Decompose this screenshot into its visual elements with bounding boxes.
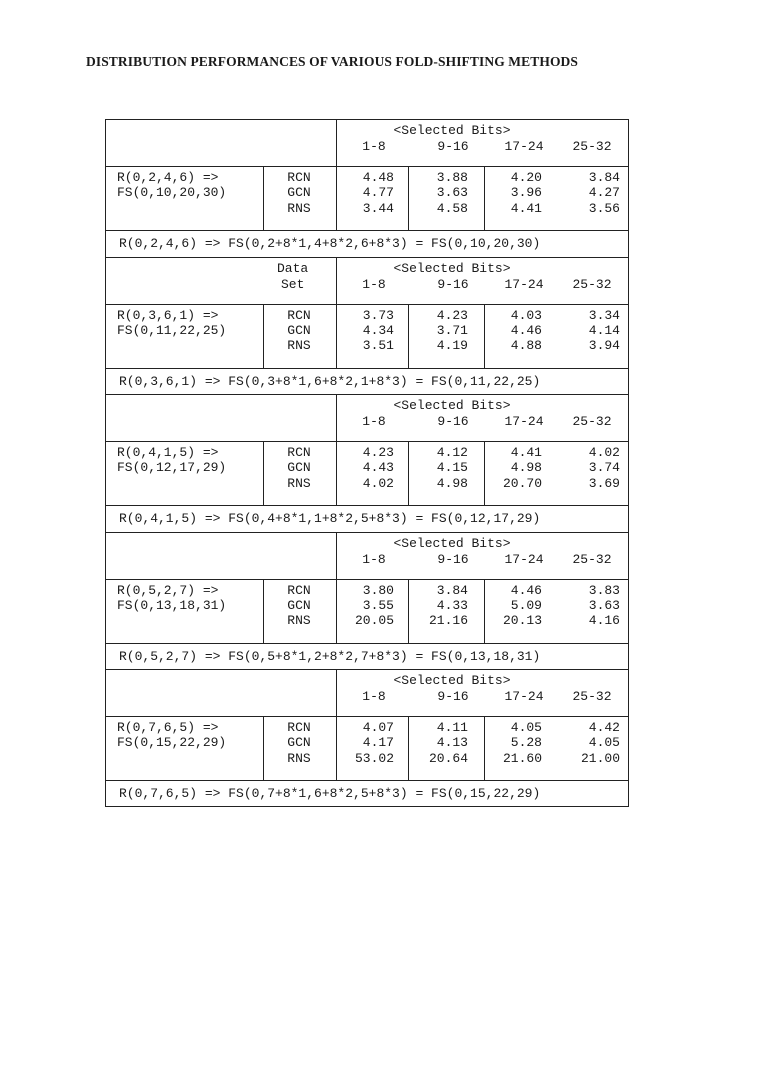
table-cell-value: 4.12	[436, 445, 468, 460]
selected-bits-label: <Selected Bits>	[393, 260, 511, 276]
table-cell-value: 3.69	[588, 475, 620, 491]
horizontal-rule	[106, 532, 628, 533]
horizontal-rule	[106, 230, 628, 231]
table-cell-value: 4.11	[436, 720, 468, 735]
fold-shift-label: FS(0,11,22,25)	[117, 322, 227, 338]
bit-range-header: 1-8	[362, 276, 386, 292]
bit-range-header: 1-8	[362, 689, 386, 704]
table-cell-value: 4.34	[362, 322, 394, 338]
table-cell-value: 3.63	[436, 185, 468, 201]
table-cell-value: 3.74	[588, 460, 620, 476]
horizontal-rule	[106, 643, 628, 644]
table-cell-value: 4.16	[588, 613, 620, 629]
horizontal-rule	[106, 394, 628, 395]
bit-range-header: 25-32	[572, 414, 612, 429]
method-label: GCN	[287, 460, 311, 476]
fold-shift-label: FS(0,15,22,29)	[117, 735, 227, 750]
table-cell-value: 4.58	[436, 200, 468, 216]
method-label: RNS	[287, 750, 311, 766]
horizontal-rule	[106, 368, 628, 369]
table-cell-value: 53.02	[354, 750, 394, 766]
table-cell-value: 3.83	[588, 582, 620, 598]
bit-range-header: 25-32	[572, 139, 612, 154]
data-set-label: Data	[277, 260, 309, 276]
method-label: GCN	[287, 185, 311, 201]
rotation-label: R(0,2,4,6) =>	[117, 170, 219, 185]
method-label: RNS	[287, 200, 311, 216]
table-cell-value: 4.02	[588, 445, 620, 460]
table-cell-value: 4.48	[362, 170, 394, 185]
horizontal-rule	[106, 579, 628, 580]
page-title: DISTRIBUTION PERFORMANCES OF VARIOUS FOLD-SHIFTING METHODS	[86, 54, 578, 69]
table-cell-value: 5.09	[510, 597, 542, 613]
selected-bits-label: <Selected Bits>	[393, 535, 511, 551]
vertical-rule	[263, 166, 264, 230]
horizontal-rule	[106, 257, 628, 258]
table-cell-value: 4.07	[362, 720, 394, 735]
vertical-rule	[263, 441, 264, 505]
table-cell-value: 21.60	[502, 750, 542, 766]
table-cell-value: 4.14	[588, 322, 620, 338]
method-label: RCN	[287, 720, 311, 735]
method-label: RCN	[287, 445, 311, 460]
table-cell-value: 3.88	[436, 170, 468, 185]
table-cell-value: 4.77	[362, 185, 394, 201]
bit-range-header: 17-24	[504, 689, 544, 704]
horizontal-rule	[106, 505, 628, 506]
bit-range-header: 25-32	[572, 551, 612, 567]
method-label: RCN	[287, 307, 311, 323]
table-cell-value: 4.20	[510, 170, 542, 185]
selected-bits-label: <Selected Bits>	[393, 398, 511, 413]
table-cell-value: 4.98	[436, 475, 468, 491]
table-cell-value: 4.17	[362, 735, 394, 751]
method-label: GCN	[287, 322, 311, 338]
rotation-label: R(0,5,2,7) =>	[117, 582, 219, 598]
table-cell-value: 4.88	[510, 338, 542, 354]
table-cell-value: 4.23	[436, 307, 468, 323]
bit-range-header: 9-16	[437, 689, 469, 704]
method-label: RCN	[287, 170, 311, 185]
formula-text: R(0,5,2,7) => FS(0,5+8*1,2+8*2,7+8*3) = FS(0,13,18,31)	[119, 648, 541, 664]
table-cell-value: 3.73	[362, 307, 394, 323]
table-cell-value: 20.05	[354, 613, 394, 629]
table-cell-value: 4.46	[510, 582, 542, 598]
horizontal-rule	[106, 304, 628, 305]
bit-range-header: 25-32	[572, 689, 612, 704]
table-cell-value: 4.02	[362, 475, 394, 491]
bit-range-header: 1-8	[362, 551, 386, 567]
table-cell-value: 3.63	[588, 597, 620, 613]
table-cell-value: 4.41	[510, 445, 542, 460]
vertical-rule	[263, 716, 264, 780]
bit-range-header: 1-8	[362, 139, 386, 154]
table-cell-value: 4.15	[436, 460, 468, 476]
rotation-label: R(0,3,6,1) =>	[117, 307, 219, 323]
horizontal-rule	[106, 669, 628, 670]
table-cell-value: 3.96	[510, 185, 542, 201]
selected-bits-label: <Selected Bits>	[393, 123, 511, 138]
distribution-table	[105, 119, 629, 807]
table-cell-value: 3.56	[588, 200, 620, 216]
bit-range-header: 17-24	[504, 139, 544, 154]
formula-text: R(0,2,4,6) => FS(0,2+8*1,4+8*2,6+8*3) = FS(0,10,20,30)	[119, 236, 541, 251]
rotation-label: R(0,7,6,5) =>	[117, 720, 219, 735]
table-cell-value: 4.98	[510, 460, 542, 476]
bit-range-header: 9-16	[437, 139, 469, 154]
method-label: GCN	[287, 597, 311, 613]
bit-range-header: 25-32	[572, 276, 612, 292]
table-cell-value: 4.46	[510, 322, 542, 338]
table-cell-value: 4.43	[362, 460, 394, 476]
table-cell-value: 4.41	[510, 200, 542, 216]
method-label: RNS	[287, 613, 311, 629]
rotation-label: R(0,4,1,5) =>	[117, 445, 219, 460]
method-label: RCN	[287, 582, 311, 598]
method-label: RNS	[287, 338, 311, 354]
formula-text: R(0,3,6,1) => FS(0,3+8*1,6+8*2,1+8*3) = FS(0,11,22,25)	[119, 373, 541, 389]
formula-text: R(0,4,1,5) => FS(0,4+8*1,1+8*2,5+8*3) = FS(0,12,17,29)	[119, 511, 541, 526]
table-cell-value: 3.84	[588, 170, 620, 185]
table-cell-value: 20.64	[428, 750, 468, 766]
table-cell-value: 21.00	[580, 750, 620, 766]
table-cell-value: 3.51	[362, 338, 394, 354]
table-cell-value: 3.71	[436, 322, 468, 338]
table-cell-value: 4.05	[588, 735, 620, 751]
table-cell-value: 20.70	[502, 475, 542, 491]
table-cell-value: 4.42	[588, 720, 620, 735]
table-cell-value: 5.28	[510, 735, 542, 751]
method-label: RNS	[287, 475, 311, 491]
table-cell-value: 4.23	[362, 445, 394, 460]
fold-shift-label: FS(0,10,20,30)	[117, 185, 227, 200]
vertical-rule	[263, 579, 264, 643]
horizontal-rule	[106, 166, 628, 167]
table-cell-value: 4.03	[510, 307, 542, 323]
horizontal-rule	[106, 780, 628, 781]
table-cell-value: 3.94	[588, 338, 620, 354]
bit-range-header: 9-16	[437, 276, 469, 292]
table-cell-value: 20.13	[502, 613, 542, 629]
bit-range-header: 17-24	[504, 414, 544, 429]
bit-range-header: 1-8	[362, 414, 386, 429]
table-cell-value: 4.13	[436, 735, 468, 751]
vertical-rule	[263, 304, 264, 368]
horizontal-rule	[106, 441, 628, 442]
table-cell-value: 4.19	[436, 338, 468, 354]
table-cell-value: 4.33	[436, 597, 468, 613]
table-cell-value: 3.44	[362, 200, 394, 216]
fold-shift-label: FS(0,13,18,31)	[117, 597, 227, 613]
table-cell-value: 3.34	[588, 307, 620, 323]
table-cell-value: 3.84	[436, 582, 468, 598]
bit-range-header: 9-16	[437, 414, 469, 429]
method-label: GCN	[287, 735, 311, 751]
formula-text: R(0,7,6,5) => FS(0,7+8*1,6+8*2,5+8*3) = FS(0,15,22,29)	[119, 786, 541, 801]
bit-range-header: 9-16	[437, 551, 469, 567]
data-set-label: Set	[281, 276, 305, 292]
table-cell-value: 21.16	[428, 613, 468, 629]
bit-range-header: 17-24	[504, 276, 544, 292]
fold-shift-label: FS(0,12,17,29)	[117, 460, 227, 475]
selected-bits-label: <Selected Bits>	[393, 673, 511, 688]
table-cell-value: 3.80	[362, 582, 394, 598]
table-cell-value: 4.27	[588, 185, 620, 201]
bit-range-header: 17-24	[504, 551, 544, 567]
table-cell-value: 4.05	[510, 720, 542, 735]
table-cell-value: 3.55	[362, 597, 394, 613]
horizontal-rule	[106, 716, 628, 717]
